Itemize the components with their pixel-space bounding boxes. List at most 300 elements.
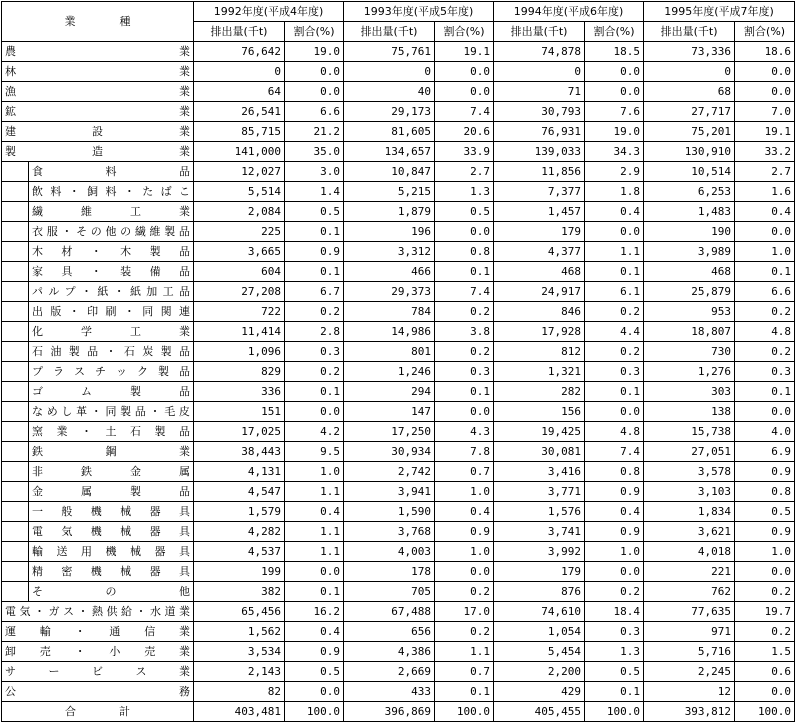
emission-cell: 130,910 <box>644 142 735 162</box>
emission-cell: 3,771 <box>494 482 585 502</box>
emission-cell: 656 <box>344 622 435 642</box>
emission-cell: 3,741 <box>494 522 585 542</box>
emission-cell: 282 <box>494 382 585 402</box>
share-cell: 6.6 <box>735 282 795 302</box>
row-label: プ ラ ス チ ッ ク 製 品 <box>29 362 194 382</box>
share-cell: 0.2 <box>585 342 644 362</box>
emission-cell: 2,084 <box>194 202 285 222</box>
emission-cell: 801 <box>344 342 435 362</box>
emission-cell: 151 <box>194 402 285 422</box>
emission-cell: 199 <box>194 562 285 582</box>
emission-cell: 67,488 <box>344 602 435 622</box>
indent-cell <box>2 322 29 342</box>
row-label: 一 般 機 械 器 具 <box>29 502 194 522</box>
indent-cell <box>2 162 29 182</box>
emission-cell: 27,208 <box>194 282 285 302</box>
share-cell: 0.4 <box>735 202 795 222</box>
emission-cell: 179 <box>494 562 585 582</box>
share-cell: 0.0 <box>735 62 795 82</box>
share-cell: 0.4 <box>285 502 344 522</box>
emission-cell: 2,143 <box>194 662 285 682</box>
share-cell: 1.1 <box>285 482 344 502</box>
emission-cell: 14,986 <box>344 322 435 342</box>
row-label: 林 業 <box>2 62 194 82</box>
emission-cell: 1,457 <box>494 202 585 222</box>
emission-cell: 294 <box>344 382 435 402</box>
share-cell: 3.0 <box>285 162 344 182</box>
share-cell: 0.0 <box>435 562 494 582</box>
emission-cell: 812 <box>494 342 585 362</box>
share-cell: 0.1 <box>285 582 344 602</box>
row-label: 合 計 <box>2 702 194 722</box>
emission-cell: 11,856 <box>494 162 585 182</box>
table-row <box>2 562 795 582</box>
share-cell: 0.0 <box>285 562 344 582</box>
emission-cell: 179 <box>494 222 585 242</box>
emission-cell: 17,025 <box>194 422 285 442</box>
table-row <box>2 482 795 502</box>
indent-cell <box>2 222 29 242</box>
share-cell: 0.2 <box>285 362 344 382</box>
header-emission: 排出量(千t) <box>494 22 585 42</box>
share-cell: 1.1 <box>285 542 344 562</box>
share-cell: 0.8 <box>435 242 494 262</box>
emission-cell: 1,096 <box>194 342 285 362</box>
share-cell: 0.3 <box>585 622 644 642</box>
emission-cell: 81,605 <box>344 122 435 142</box>
row-label: 卸 売 ・ 小 売 業 <box>2 642 194 662</box>
table-row <box>2 362 795 382</box>
share-cell: 0.8 <box>735 482 795 502</box>
share-cell: 0.2 <box>285 302 344 322</box>
table-row <box>2 302 795 322</box>
share-cell: 0.9 <box>735 462 795 482</box>
share-cell: 0.0 <box>735 222 795 242</box>
share-cell: 20.6 <box>435 122 494 142</box>
share-cell: 0.0 <box>435 402 494 422</box>
emission-cell: 303 <box>644 382 735 402</box>
table-row <box>2 342 795 362</box>
emission-cell: 3,768 <box>344 522 435 542</box>
header-share: 割合(%) <box>285 22 344 42</box>
emission-cell: 30,081 <box>494 442 585 462</box>
share-cell: 18.6 <box>735 42 795 62</box>
row-label: 農 業 <box>2 42 194 62</box>
emission-cell: 1,054 <box>494 622 585 642</box>
row-label: 木 材 ・ 木 製 品 <box>29 242 194 262</box>
share-cell: 0.0 <box>285 82 344 102</box>
share-cell: 0.8 <box>585 462 644 482</box>
table-row <box>2 322 795 342</box>
emission-cell: 18,807 <box>644 322 735 342</box>
row-label: 出 版 ・ 印 刷 ・ 同 関 連 <box>29 302 194 322</box>
share-cell: 0.1 <box>285 382 344 402</box>
emission-cell: 73,336 <box>644 42 735 62</box>
emission-cell: 156 <box>494 402 585 422</box>
emission-cell: 1,321 <box>494 362 585 382</box>
share-cell: 1.4 <box>285 182 344 202</box>
share-cell: 0.1 <box>435 382 494 402</box>
share-cell: 0.0 <box>585 62 644 82</box>
emission-cell: 3,103 <box>644 482 735 502</box>
emission-cell: 429 <box>494 682 585 702</box>
share-cell: 7.0 <box>735 102 795 122</box>
emission-cell: 147 <box>344 402 435 422</box>
share-cell: 0.1 <box>735 382 795 402</box>
share-cell: 0.5 <box>435 202 494 222</box>
share-cell: 1.8 <box>585 182 644 202</box>
emission-cell: 784 <box>344 302 435 322</box>
share-cell: 18.5 <box>585 42 644 62</box>
emission-cell: 393,812 <box>644 702 735 722</box>
share-cell: 0.5 <box>735 502 795 522</box>
emission-cell: 722 <box>194 302 285 322</box>
share-cell: 0.0 <box>585 402 644 422</box>
emission-cell: 4,537 <box>194 542 285 562</box>
share-cell: 34.3 <box>585 142 644 162</box>
header-row-years <box>2 2 795 22</box>
share-cell: 16.2 <box>285 602 344 622</box>
emission-cell: 5,514 <box>194 182 285 202</box>
emission-cell: 29,373 <box>344 282 435 302</box>
emission-cell: 336 <box>194 382 285 402</box>
emission-cell: 64 <box>194 82 285 102</box>
row-label: 漁 業 <box>2 82 194 102</box>
table-row <box>2 522 795 542</box>
share-cell: 2.7 <box>735 162 795 182</box>
share-cell: 0.3 <box>735 362 795 382</box>
table-row <box>2 442 795 462</box>
emission-cell: 2,245 <box>644 662 735 682</box>
row-label: 衣 服 ・ そ の 他 の 繊 維 製 品 <box>29 222 194 242</box>
emission-cell: 5,716 <box>644 642 735 662</box>
share-cell: 1.0 <box>435 482 494 502</box>
emission-cell: 30,793 <box>494 102 585 122</box>
emission-cell: 4,547 <box>194 482 285 502</box>
table-row <box>2 222 795 242</box>
share-cell: 0.2 <box>585 582 644 602</box>
indent-cell <box>2 522 29 542</box>
share-cell: 1.0 <box>735 542 795 562</box>
indent-cell <box>2 502 29 522</box>
row-label: 公 務 <box>2 682 194 702</box>
header-year-1995: 1995年度(平成7年度) <box>644 2 795 22</box>
share-cell: 0.1 <box>735 262 795 282</box>
emission-cell: 1,276 <box>644 362 735 382</box>
emission-cell: 65,456 <box>194 602 285 622</box>
row-label: 金 属 製 品 <box>29 482 194 502</box>
row-label: 精 密 機 械 器 具 <box>29 562 194 582</box>
emission-cell: 730 <box>644 342 735 362</box>
table-row <box>2 682 795 702</box>
emission-cell: 26,541 <box>194 102 285 122</box>
table-row <box>2 642 795 662</box>
emission-cell: 3,665 <box>194 242 285 262</box>
emission-cell: 468 <box>644 262 735 282</box>
table-row <box>2 582 795 602</box>
emission-cell: 4,003 <box>344 542 435 562</box>
indent-cell <box>2 462 29 482</box>
emission-cell: 3,989 <box>644 242 735 262</box>
table-row <box>2 62 795 82</box>
emission-cell: 829 <box>194 362 285 382</box>
header-year-1994: 1994年度(平成6年度) <box>494 2 644 22</box>
indent-cell <box>2 562 29 582</box>
indent-cell <box>2 402 29 422</box>
indent-cell <box>2 382 29 402</box>
share-cell: 1.0 <box>585 542 644 562</box>
emission-cell: 85,715 <box>194 122 285 142</box>
row-label: 家 具 ・ 装 備 品 <box>29 262 194 282</box>
indent-cell <box>2 202 29 222</box>
row-label: 電 気 機 械 器 具 <box>29 522 194 542</box>
row-label: 非 鉄 金 属 <box>29 462 194 482</box>
emission-cell: 29,173 <box>344 102 435 122</box>
share-cell: 0.0 <box>735 562 795 582</box>
row-label: 化 学 工 業 <box>29 322 194 342</box>
share-cell: 0.0 <box>585 222 644 242</box>
emission-cell: 0 <box>644 62 735 82</box>
header-year-1993: 1993年度(平成5年度) <box>344 2 494 22</box>
header-emission: 排出量(千t) <box>344 22 435 42</box>
share-cell: 1.1 <box>585 242 644 262</box>
share-cell: 19.0 <box>585 122 644 142</box>
emission-cell: 433 <box>344 682 435 702</box>
emission-cell: 382 <box>194 582 285 602</box>
share-cell: 100.0 <box>285 702 344 722</box>
share-cell: 19.1 <box>435 42 494 62</box>
share-cell: 0.1 <box>585 262 644 282</box>
emission-cell: 3,992 <box>494 542 585 562</box>
share-cell: 2.9 <box>585 162 644 182</box>
emission-cell: 10,847 <box>344 162 435 182</box>
emission-cell: 4,377 <box>494 242 585 262</box>
share-cell: 0.2 <box>435 342 494 362</box>
table-row <box>2 502 795 522</box>
table-row <box>2 382 795 402</box>
table-row <box>2 282 795 302</box>
share-cell: 4.2 <box>285 422 344 442</box>
share-cell: 7.6 <box>585 102 644 122</box>
table-row <box>2 42 795 62</box>
emission-cell: 11,414 <box>194 322 285 342</box>
share-cell: 0.2 <box>735 342 795 362</box>
share-cell: 1.0 <box>735 242 795 262</box>
row-label: 製 造 業 <box>2 142 194 162</box>
emission-cell: 74,878 <box>494 42 585 62</box>
share-cell: 1.0 <box>285 462 344 482</box>
emission-cell: 17,250 <box>344 422 435 442</box>
emission-cell: 762 <box>644 582 735 602</box>
emission-cell: 953 <box>644 302 735 322</box>
share-cell: 33.9 <box>435 142 494 162</box>
indent-cell <box>2 442 29 462</box>
table-row <box>2 182 795 202</box>
header-share: 割合(%) <box>735 22 795 42</box>
header-year-1992: 1992年度(平成4年度) <box>194 2 344 22</box>
share-cell: 0.3 <box>435 362 494 382</box>
emission-cell: 12 <box>644 682 735 702</box>
row-label: 鉄 鋼 業 <box>29 442 194 462</box>
emission-cell: 604 <box>194 262 285 282</box>
share-cell: 0.0 <box>585 82 644 102</box>
share-cell: 0.1 <box>435 262 494 282</box>
share-cell: 6.1 <box>585 282 644 302</box>
row-label: 建 設 業 <box>2 122 194 142</box>
share-cell: 7.4 <box>435 282 494 302</box>
row-label: 食 料 品 <box>29 162 194 182</box>
share-cell: 0.0 <box>585 562 644 582</box>
table-row <box>2 142 795 162</box>
share-cell: 7.4 <box>585 442 644 462</box>
share-cell: 19.7 <box>735 602 795 622</box>
emission-cell: 138 <box>644 402 735 422</box>
share-cell: 0.0 <box>435 82 494 102</box>
row-label: 運 輸 ・ 通 信 業 <box>2 622 194 642</box>
share-cell: 0.7 <box>435 662 494 682</box>
row-label: 輸 送 用 機 械 器 具 <box>29 542 194 562</box>
share-cell: 7.8 <box>435 442 494 462</box>
share-cell: 4.3 <box>435 422 494 442</box>
share-cell: 0.9 <box>285 242 344 262</box>
share-cell: 1.0 <box>435 542 494 562</box>
table-row <box>2 162 795 182</box>
share-cell: 100.0 <box>585 702 644 722</box>
emission-cell: 1,246 <box>344 362 435 382</box>
share-cell: 0.2 <box>735 622 795 642</box>
emission-cell: 76,931 <box>494 122 585 142</box>
table-row <box>2 202 795 222</box>
emission-cell: 3,578 <box>644 462 735 482</box>
share-cell: 2.7 <box>435 162 494 182</box>
emission-cell: 405,455 <box>494 702 585 722</box>
share-cell: 0.9 <box>435 522 494 542</box>
emission-cell: 178 <box>344 562 435 582</box>
header-emission: 排出量(千t) <box>644 22 735 42</box>
share-cell: 19.0 <box>285 42 344 62</box>
emission-cell: 403,481 <box>194 702 285 722</box>
row-label: 石 油 製 品 ・ 石 炭 製 品 <box>29 342 194 362</box>
emission-cell: 3,534 <box>194 642 285 662</box>
row-label: 鉱 業 <box>2 102 194 122</box>
indent-cell <box>2 582 29 602</box>
indent-cell <box>2 422 29 442</box>
share-cell: 9.5 <box>285 442 344 462</box>
emission-cell: 3,941 <box>344 482 435 502</box>
share-cell: 0.0 <box>435 222 494 242</box>
share-cell: 0.2 <box>735 582 795 602</box>
row-label: サ ー ビ ス 業 <box>2 662 194 682</box>
share-cell: 4.4 <box>585 322 644 342</box>
indent-cell <box>2 242 29 262</box>
emission-cell: 396,869 <box>344 702 435 722</box>
table-row <box>2 102 795 122</box>
share-cell: 0.3 <box>585 362 644 382</box>
emission-cell: 1,576 <box>494 502 585 522</box>
header-share: 割合(%) <box>585 22 644 42</box>
share-cell: 0.0 <box>285 62 344 82</box>
emission-cell: 196 <box>344 222 435 242</box>
emission-cell: 74,610 <box>494 602 585 622</box>
emission-cell: 17,928 <box>494 322 585 342</box>
emission-cell: 4,386 <box>344 642 435 662</box>
share-cell: 0.9 <box>285 642 344 662</box>
emission-cell: 2,742 <box>344 462 435 482</box>
table-row <box>2 542 795 562</box>
row-label: 飲 料 ・ 飼 料 ・ た ば こ <box>29 182 194 202</box>
emission-cell: 68 <box>644 82 735 102</box>
table-row <box>2 702 795 722</box>
share-cell: 0.5 <box>585 662 644 682</box>
table-row <box>2 262 795 282</box>
emission-cell: 7,377 <box>494 182 585 202</box>
table-row <box>2 662 795 682</box>
share-cell: 0.0 <box>735 682 795 702</box>
row-label: な め し 革 ・ 同 製 品 ・ 毛 皮 <box>29 402 194 422</box>
emission-cell: 134,657 <box>344 142 435 162</box>
emission-cell: 27,051 <box>644 442 735 462</box>
emission-cell: 141,000 <box>194 142 285 162</box>
header-emission: 排出量(千t) <box>194 22 285 42</box>
share-cell: 0.1 <box>585 382 644 402</box>
emission-cell: 15,738 <box>644 422 735 442</box>
emission-cell: 3,416 <box>494 462 585 482</box>
emission-cell: 6,253 <box>644 182 735 202</box>
emission-cell: 77,635 <box>644 602 735 622</box>
share-cell: 6.6 <box>285 102 344 122</box>
share-cell: 17.0 <box>435 602 494 622</box>
share-cell: 1.1 <box>435 642 494 662</box>
emission-cell: 40 <box>344 82 435 102</box>
emission-cell: 4,131 <box>194 462 285 482</box>
emission-cell: 1,834 <box>644 502 735 522</box>
emission-cell: 12,027 <box>194 162 285 182</box>
emission-cell: 1,562 <box>194 622 285 642</box>
row-label: ゴ ム 製 品 <box>29 382 194 402</box>
share-cell: 1.3 <box>435 182 494 202</box>
share-cell: 0.6 <box>735 662 795 682</box>
share-cell: 100.0 <box>435 702 494 722</box>
share-cell: 0.4 <box>585 202 644 222</box>
emission-cell: 1,579 <box>194 502 285 522</box>
header-industry: 業 種 <box>2 2 194 42</box>
table-row <box>2 602 795 622</box>
share-cell: 33.2 <box>735 142 795 162</box>
table-row <box>2 242 795 262</box>
indent-cell <box>2 342 29 362</box>
share-cell: 4.8 <box>585 422 644 442</box>
share-cell: 0.1 <box>435 682 494 702</box>
share-cell: 1.3 <box>585 642 644 662</box>
table-row <box>2 422 795 442</box>
emission-cell: 4,282 <box>194 522 285 542</box>
share-cell: 0.2 <box>735 302 795 322</box>
emission-cell: 1,483 <box>644 202 735 222</box>
share-cell: 35.0 <box>285 142 344 162</box>
share-cell: 0.5 <box>285 662 344 682</box>
emission-cell: 30,934 <box>344 442 435 462</box>
emission-cell: 5,454 <box>494 642 585 662</box>
table-row <box>2 82 795 102</box>
share-cell: 2.8 <box>285 322 344 342</box>
share-cell: 0.7 <box>435 462 494 482</box>
row-label: そ の 他 <box>29 582 194 602</box>
indent-cell <box>2 362 29 382</box>
share-cell: 19.1 <box>735 122 795 142</box>
indent-cell <box>2 182 29 202</box>
share-cell: 7.4 <box>435 102 494 122</box>
share-cell: 0.4 <box>285 622 344 642</box>
